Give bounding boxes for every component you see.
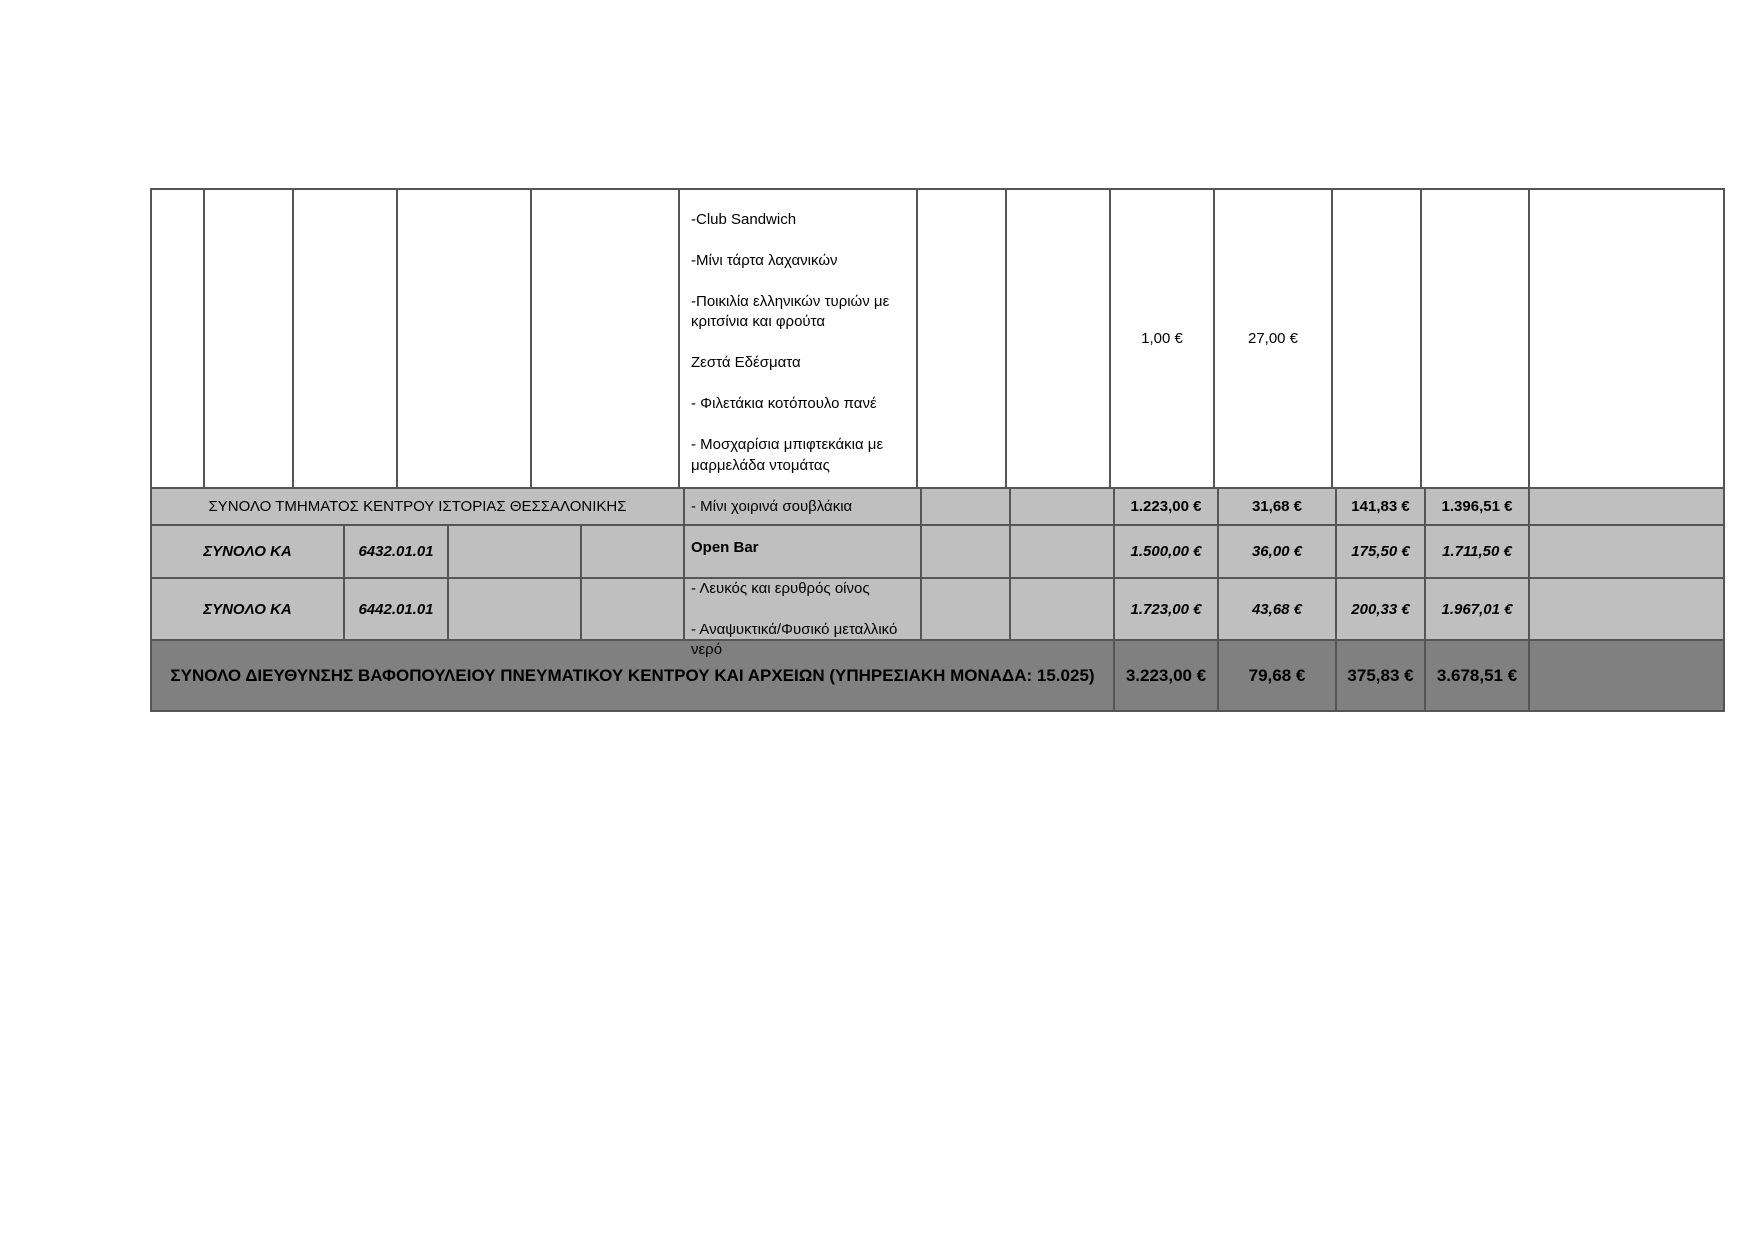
directorate-total-withholding: 79,68 € <box>1248 665 1306 685</box>
column-divider <box>678 188 680 489</box>
department-total-vat: 141,83 € <box>1351 498 1410 515</box>
ka-total-amount: 1.967,01 € <box>1441 600 1513 618</box>
department-total-net: 1.223,00 € <box>1130 498 1202 515</box>
ka-total-label: ΣΥΝΟΛΟ ΚΑ <box>203 600 292 618</box>
column-divider <box>1420 188 1422 489</box>
directorate-total-label: ΣΥΝΟΛΟ ΔΙΕΥΘΥΝΣΗΣ ΒΑΦΟΠΟΥΛΕΙΟΥ ΠΝΕΥΜΑΤΙΚΟΥ ΚΕΝΤΡΟΥ ΚΑΙ ΑΡΧΕΙΩΝ (ΥΠΗΡΕΣΙΑΚΗ ΜΟΝΑΔΑ: 15.025) <box>170 665 1095 685</box>
column-divider <box>447 524 449 640</box>
ka-total-label: ΣΥΝΟΛΟ ΚΑ <box>203 543 292 560</box>
ka-total-vat: 175,50 € <box>1351 543 1410 560</box>
ka-code: 6432.01.01 <box>358 543 434 560</box>
column-divider <box>1528 639 1530 712</box>
department-total-label: ΣΥΝΟΛΟ ΤΜΗΜΑΤΟΣ ΚΕΝΤΡΟΥ ΙΣΤΟΡΙΑΣ ΘΕΣΣΑΛΟΝΙΚΗΣ <box>208 498 627 515</box>
menu-line: -Ποικιλία ελληνικών τυριών με κριτσίνια και φρούτα <box>691 292 890 330</box>
column-divider <box>1009 524 1011 640</box>
column-divider <box>1331 188 1333 489</box>
department-total-amount: 1.396,51 € <box>1441 498 1513 515</box>
menu-line: -Club Sandwich <box>691 210 797 228</box>
column-divider <box>683 524 685 640</box>
column-divider <box>1528 524 1530 640</box>
ka-total-net: 1.500,00 € <box>1130 543 1202 560</box>
item-description <box>691 189 931 681</box>
menu-line: Ζεστά Εδέσματα <box>691 354 801 371</box>
column-divider <box>1005 188 1007 489</box>
column-divider <box>683 487 685 526</box>
table-border-bottom <box>150 710 1725 712</box>
ka-total-withholding: 43,68 € <box>1251 600 1303 618</box>
menu-line: -Μίνι τάρτα λαχανικών <box>691 251 838 269</box>
menu-line: - Αναψυκτικά/Φυσικό μεταλλικό νερό <box>691 620 898 658</box>
table-border-top <box>150 188 1725 190</box>
menu-line: - Μίνι χοιρινά σουβλάκια <box>691 497 853 515</box>
ka-total-withholding: 36,00 € <box>1251 543 1303 560</box>
menu-line: - Φιλετάκια κοτόπουλο πανέ <box>691 395 877 412</box>
column-divider <box>203 188 205 489</box>
ka-total-amount: 1.711,50 € <box>1442 543 1512 560</box>
directorate-total-amount: 3.678,51 € <box>1436 665 1518 685</box>
item-unit-price: 27,00 € <box>1247 330 1299 347</box>
menu-line: - Μοσχαρίσια μπιφτεκάκια με μαρμελάδα ντομάτας <box>691 436 884 474</box>
directorate-total-vat: 375,83 € <box>1347 665 1414 685</box>
item-quantity: 1,00 € <box>1141 330 1183 347</box>
menu-line: - Λευκός και ερυθρός οίνος <box>691 579 870 597</box>
column-divider <box>1009 487 1011 526</box>
column-divider <box>396 188 398 489</box>
department-total-withholding: 31,68 € <box>1251 498 1303 515</box>
ka-total-net: 1.723,00 € <box>1130 600 1202 618</box>
ka-code: 6442.01.01 <box>358 600 434 618</box>
directorate-total-net: 3.223,00 € <box>1125 665 1207 685</box>
column-divider <box>1528 188 1530 489</box>
column-divider <box>1528 487 1530 526</box>
menu-heading-open-bar: Open Bar <box>691 538 759 556</box>
ka-total-vat: 200,33 € <box>1351 600 1410 618</box>
table-border-right <box>1723 188 1725 712</box>
column-divider <box>530 188 532 489</box>
column-divider <box>292 188 294 489</box>
column-divider <box>580 524 582 640</box>
